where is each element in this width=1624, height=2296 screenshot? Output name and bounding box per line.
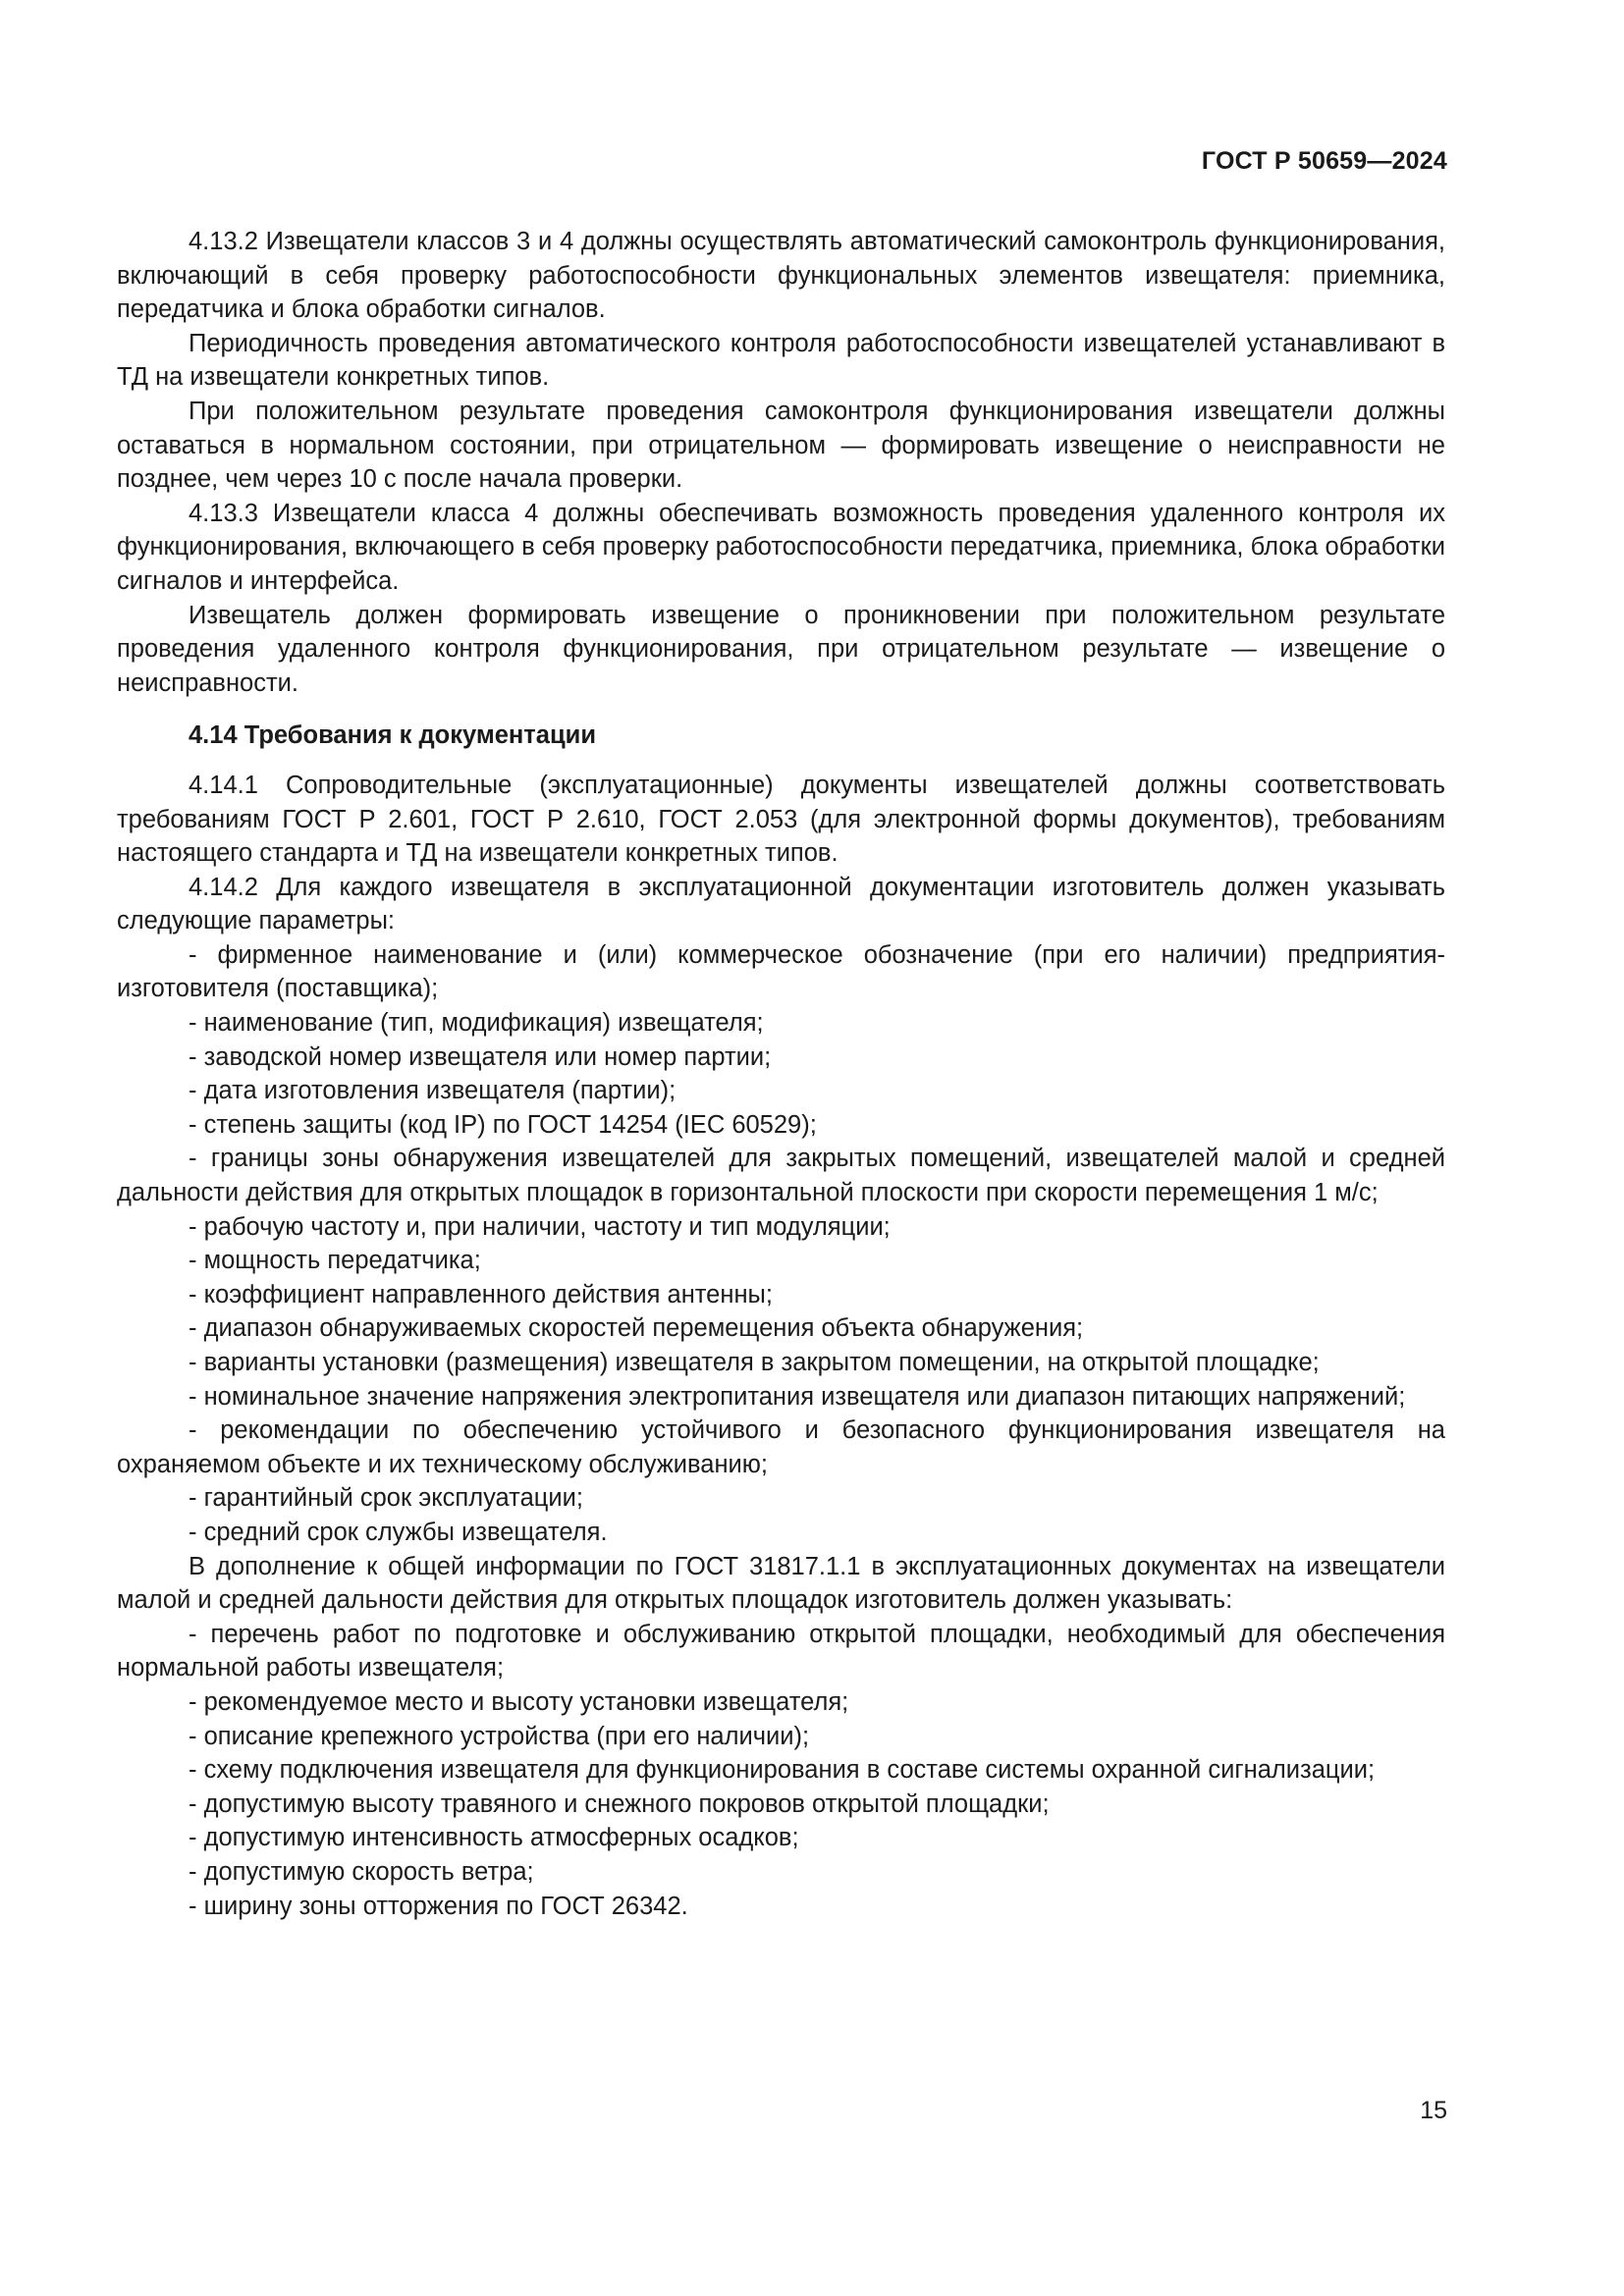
list-item: - наименование (тип, модификация) извещателя; (189, 1009, 764, 1038)
list-item: - схему подключения извещателя для функционирования в составе системы охранной сигнализации; (189, 1756, 1376, 1785)
list-item: - допустимую высоту травяного и снежного покровов открытой площадки; (189, 1789, 1050, 1818)
list-item: - ширину зоны отторжения по ГОСТ 26342. (189, 1892, 688, 1920)
list-item: - средний срок службы извещателя. (189, 1518, 608, 1546)
page-number: 15 (1420, 2097, 1447, 2124)
list-item: - дата изготовления извещателя (партии); (189, 1077, 677, 1105)
list-item: - допустимую скорость ветра; (189, 1857, 534, 1886)
list-item: - номинальное значение напряжения электропитания извещателя или диапазон питающих напряжений; (189, 1382, 1406, 1411)
paragraph: 4.13.2 Извещатели классов 3 и 4 должны осуществлять автоматический самоконтроль функционирования, включающий в себя проверку работоспособности функциональных элементов извещателя: приемника, передатчика и блока обработки сигналов. (117, 228, 1445, 324)
list-item: - рекомендуемое место и высоту установки извещателя; (189, 1687, 849, 1716)
list-item: - диапазон обнаруживаемых скоростей перемещения объекта обнаружения; (189, 1314, 1084, 1343)
list-item: - фирменное наименование и (или) коммерческое обозначение (при его наличии) предприятия-изготовителя (поставщика); (117, 940, 1445, 1003)
list-item: - гарантийный срок эксплуатации; (189, 1484, 583, 1513)
paragraph: При положительном результате проведения самоконтроля функционирования извещатели должны оставаться в нормальном состоянии, при отрицательном — формировать извещение о неисправности не позднее, чем через 10 с после начала проверки. (117, 397, 1445, 494)
paragraph: 4.14.1 Сопроводительные (эксплуатационные) документы извещателей должны соответствовать требованиям ГОСТ Р 2.601, ГОСТ Р 2.610, ГОСТ 2.053 (для электронной формы документов), требованиям настоящего стандарта и ТД на извещатели конкретных типов. (117, 771, 1445, 868)
paragraph: В дополнение к общей информации по ГОСТ 31817.1.1 в эксплуатационных документах на извещатели малой и средней дальности действия для открытых площадок изготовитель должен указывать: (117, 1552, 1445, 1615)
list-item: - коэффициент направленного действия антенны; (189, 1280, 773, 1308)
list-item: - варианты установки (размещения) извещателя в закрытом помещении, на открытой площадке; (189, 1349, 1320, 1376)
list-item: - допустимую интенсивность атмосферных осадков; (189, 1824, 799, 1852)
list-item: - границы зоны обнаружения извещателей для закрытых помещений, извещателей малой и средней дальности действия для открытых площадок в горизонтальной плоскости при скорости перемещения 1 м/с; (117, 1145, 1445, 1207)
paragraph: Периодичность проведения автоматического контроля работоспособности извещателей устанавливают в ТД на извещатели конкретных типов. (117, 329, 1445, 392)
paragraph: Извещатель должен формировать извещение о проникновении при положительном результате проведения удаленного контроля функционирования, при отрицательном результате — извещение о неисправности. (117, 601, 1445, 697)
document-body (117, 225, 1445, 1923)
document-id-header: ГОСТ Р 50659—2024 (1201, 147, 1447, 175)
paragraph: 4.13.3 Извещатели класса 4 должны обеспечивать возможность проведения удаленного контроля их функционирования, включающего в себя проверку работоспособности передатчика, приемника, блока обработки сигналов и интерфейса. (117, 499, 1445, 595)
list-item: - рабочую частоту и, при наличии, частоту и тип модуляции; (189, 1212, 891, 1241)
section-heading: 4.14 Требования к документации (189, 721, 596, 750)
paragraph: 4.14.2 Для каждого извещателя в эксплуатационной документации изготовитель должен указывать следующие параметры: (117, 873, 1445, 935)
list-item: - описание крепежного устройства (при его наличии); (189, 1722, 810, 1750)
list-item: - мощность передатчика; (189, 1247, 481, 1275)
list-item: - степень защиты (код IP) по ГОСТ 14254 (IEC 60529); (189, 1110, 817, 1139)
list-item: - заводской номер извещателя или номер партии; (189, 1042, 772, 1071)
list-item: - перечень работ по подготовке и обслуживанию открытой площадки, необходимый для обеспечения нормальной работы извещателя; (117, 1620, 1445, 1682)
list-item: - рекомендации по обеспечению устойчивого и безопасного функционирования извещателя на охраняемом объекте и их техническому обслуживанию; (117, 1416, 1445, 1478)
